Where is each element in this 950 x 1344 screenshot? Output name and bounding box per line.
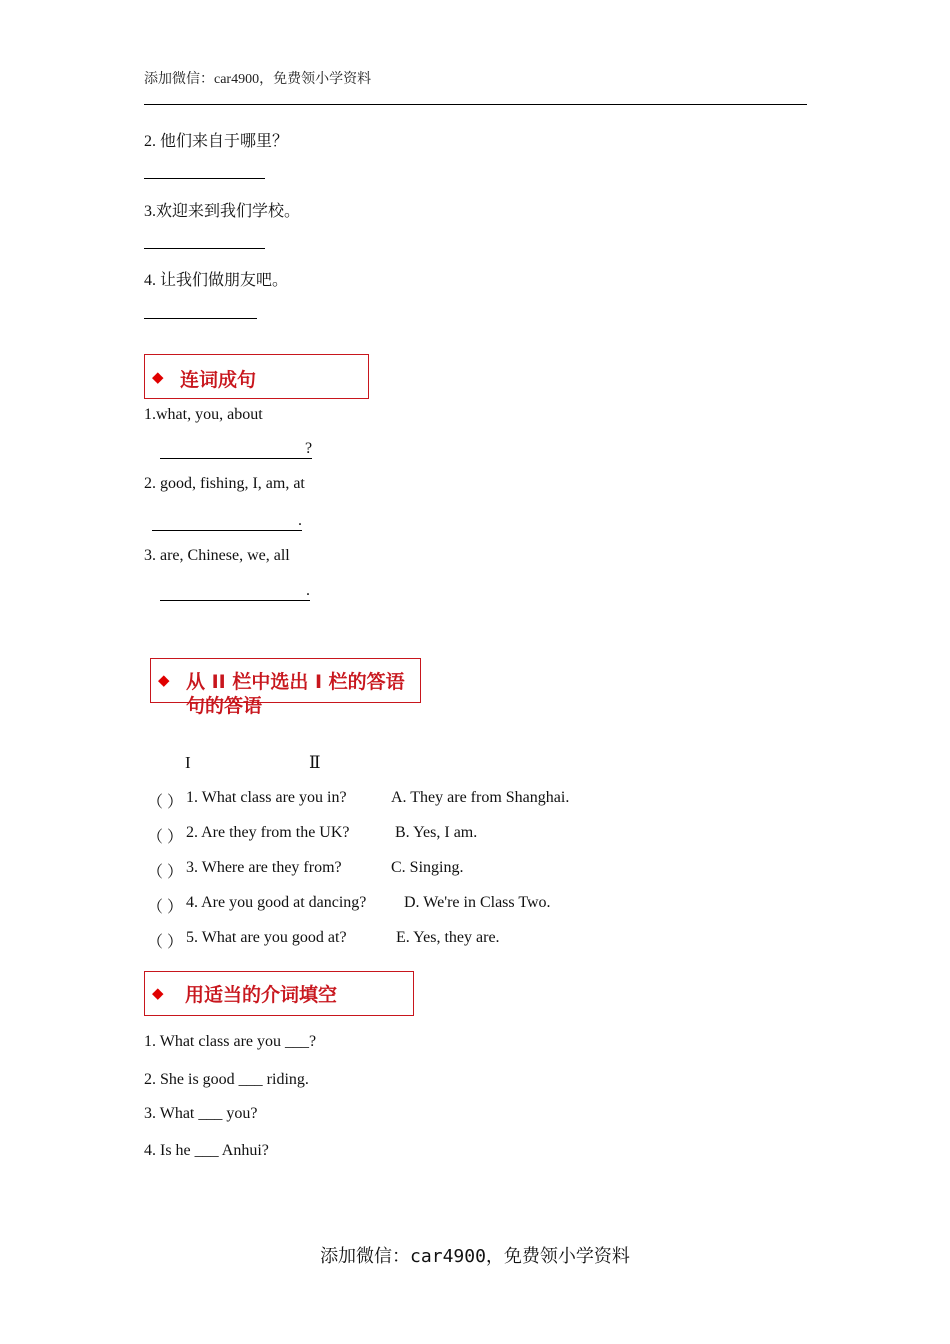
answer-parentheses[interactable]: （ ） xyxy=(147,934,184,951)
answer-blank[interactable] xyxy=(144,248,265,249)
match-answer-a: A. They are from Shanghai. xyxy=(391,789,570,806)
match-answer-e: E. Yes, they are. xyxy=(396,929,500,946)
section-title: 从 II 栏中选出 I 栏的答语 xyxy=(186,671,405,693)
answer-parentheses[interactable]: （ ） xyxy=(147,794,184,811)
answer-line[interactable] xyxy=(160,440,312,459)
order-item-2: 2. good, fishing, I, am, at xyxy=(144,475,305,492)
section-title-overflow: 句的答语 xyxy=(186,695,263,717)
match-answer-d: D. We're in Class Two. xyxy=(404,894,551,911)
section-header-sentence-order xyxy=(144,354,369,399)
diamond-icon: ◆ xyxy=(152,368,164,386)
answer-line[interactable] xyxy=(152,512,302,531)
translate-item-4: 4. 让我们做朋友吧。 xyxy=(144,272,289,289)
prep-item-1: 1. What class are you ___? xyxy=(144,1033,317,1050)
answer-parentheses[interactable]: （ ） xyxy=(147,829,184,846)
match-answer-b: B. Yes, I am. xyxy=(395,824,478,841)
order-item-1: 1.what, you, about xyxy=(144,406,263,423)
section-header-prepositions xyxy=(144,971,414,1016)
diamond-icon: ◆ xyxy=(158,671,170,689)
column-header-1: I xyxy=(185,753,191,772)
match-question-1: 1. What class are you in? xyxy=(186,789,347,806)
match-question-4: 4. Are you good at dancing? xyxy=(186,894,367,911)
diamond-icon: ◆ xyxy=(152,984,164,1002)
prep-item-2: 2. She is good ___ riding. xyxy=(144,1071,309,1088)
answer-blank[interactable] xyxy=(144,318,257,319)
prep-item-4: 4. Is he ___ Anhui? xyxy=(144,1142,269,1159)
end-punctuation: . xyxy=(306,582,310,599)
match-question-2: 2. Are they from the UK? xyxy=(186,824,350,841)
match-question-3: 3. Where are they from? xyxy=(186,859,342,876)
header-text: 添加微信：car4900，免费领小学资料 xyxy=(144,72,372,87)
match-answer-c: C. Singing. xyxy=(391,859,464,876)
end-punctuation: ? xyxy=(305,440,313,457)
answer-parentheses[interactable]: （ ） xyxy=(147,899,184,916)
order-item-3: 3. are, Chinese, we, all xyxy=(144,547,290,564)
header-divider xyxy=(144,104,807,105)
end-punctuation: . xyxy=(298,512,302,529)
section-title: 连词成句 xyxy=(180,369,257,391)
answer-parentheses[interactable]: （ ） xyxy=(147,864,184,881)
section-header-matching xyxy=(150,658,421,717)
section-title: 用适当的介词填空 xyxy=(185,984,338,1006)
answer-line[interactable] xyxy=(160,582,310,601)
match-question-5: 5. What are you good at? xyxy=(186,929,347,946)
column-header-2: Ⅱ xyxy=(309,753,321,772)
prep-item-3: 3. What ___ you? xyxy=(144,1105,258,1122)
translate-item-2: 2. 他们来自于哪里？ xyxy=(144,133,289,150)
footer-text: 添加微信：car4900，免费领小学资料 xyxy=(320,1246,630,1267)
answer-blank[interactable] xyxy=(144,178,265,179)
translate-item-3: 3.欢迎来到我们学校。 xyxy=(144,203,301,220)
